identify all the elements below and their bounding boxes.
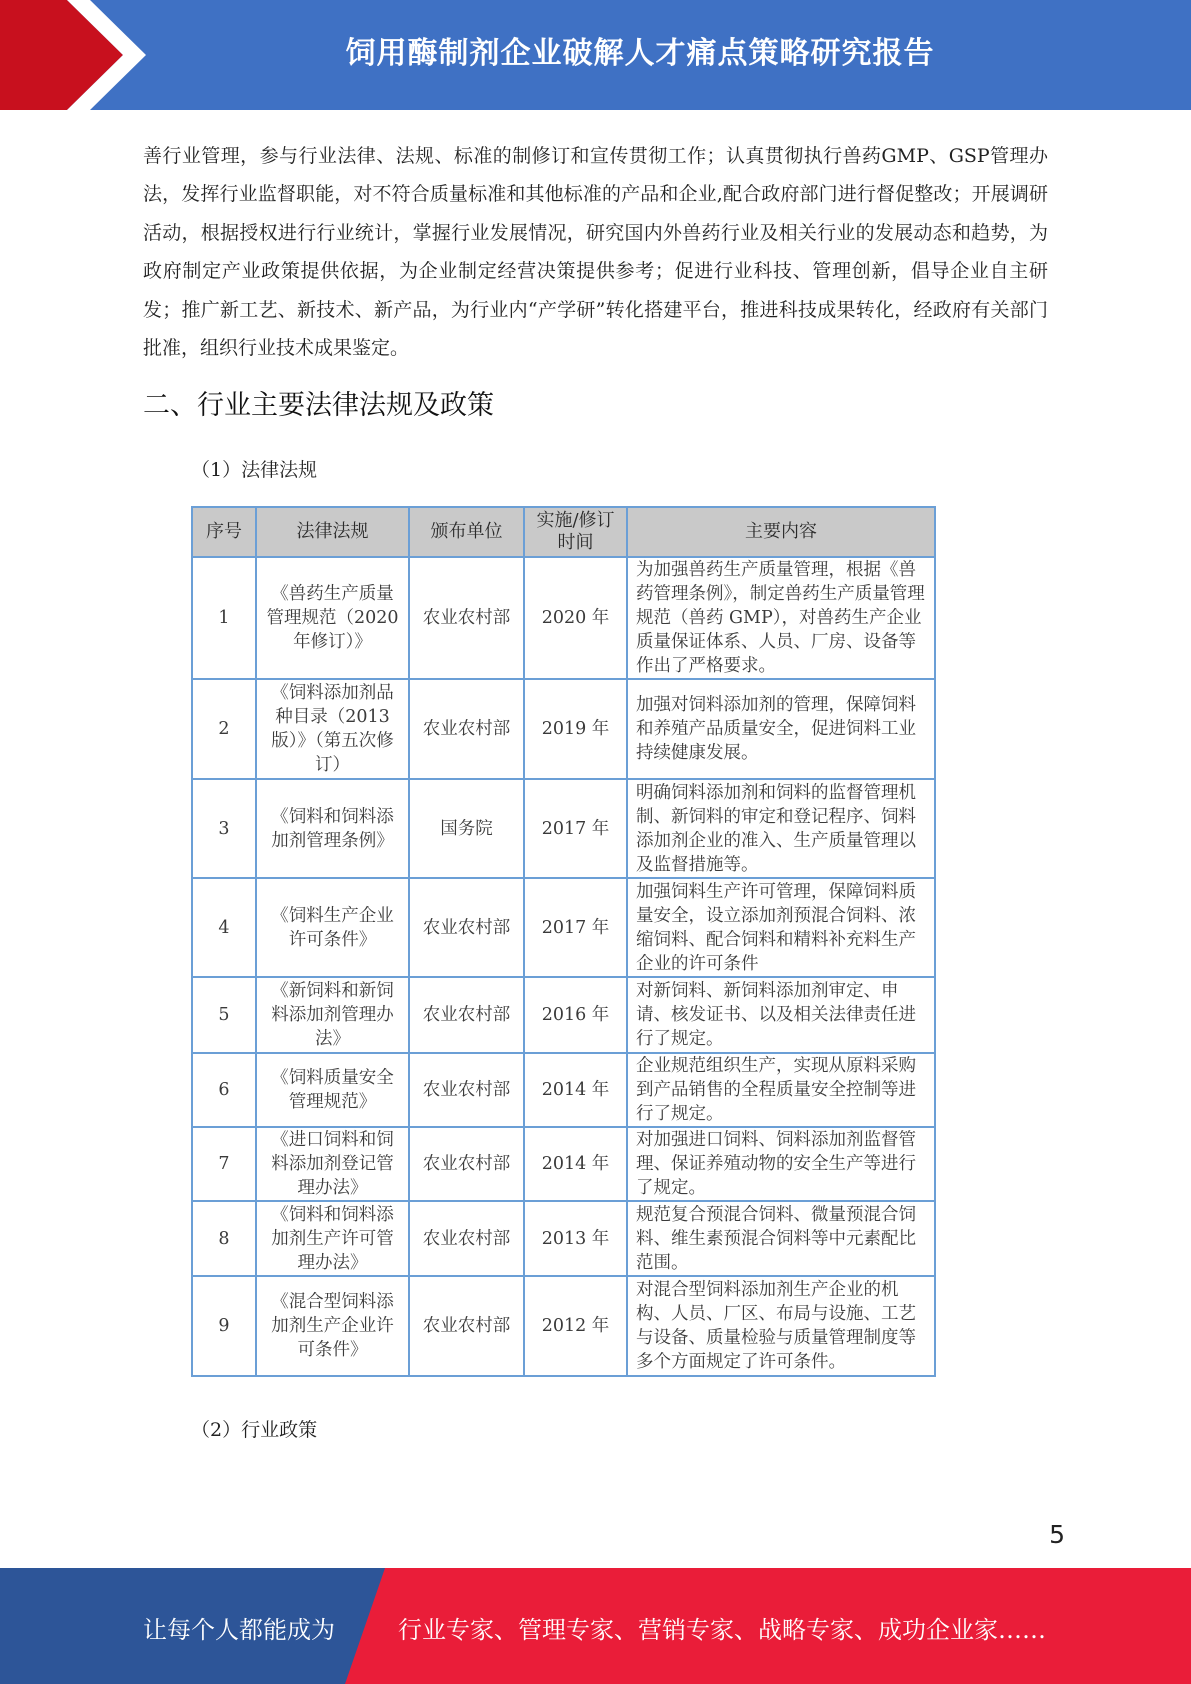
row-issuer: 农业农村部 bbox=[409, 679, 524, 779]
row-content: 企业规范组织生产，实现从原料采购到产品销售的全程质量安全控制等进行了规定。 bbox=[627, 1053, 935, 1127]
header-cell-law: 法律法规 bbox=[256, 507, 409, 557]
row-issuer: 国务院 bbox=[409, 779, 524, 878]
table-row bbox=[192, 1127, 935, 1201]
row-year: 2014 年 bbox=[524, 1053, 627, 1127]
header-cell-issuer: 颁布单位 bbox=[409, 507, 524, 557]
row-year: 2012 年 bbox=[524, 1276, 627, 1376]
header-cell-content: 主要内容 bbox=[627, 507, 935, 557]
row-number: 3 bbox=[192, 779, 256, 878]
row-content: 规范复合预混合饲料、微量预混合饲料、维生素预混合饲料等中元素配比范围。 bbox=[627, 1201, 935, 1276]
row-number: 9 bbox=[192, 1276, 256, 1376]
section-heading: 二、行业主要法律法规及政策 bbox=[143, 390, 494, 421]
page-number: 5 bbox=[1049, 1520, 1065, 1549]
row-year: 2017 年 bbox=[524, 878, 627, 977]
row-issuer: 农业农村部 bbox=[409, 878, 524, 977]
page-header bbox=[0, 0, 1191, 110]
row-year: 2020 年 bbox=[524, 557, 627, 679]
intro-paragraph: 善行业管理，参与行业法律、法规、标准的制修订和宣传贯彻工作；认真贯彻执行兽药GMP、GSP管理办法，发挥行业监督职能，对不符合质量标准和其他标准的产品和企业,配合政府部门进行督促整改；开展调研活动，根据授权进行行业统计，掌握行业发展情况，研究国内外兽药行业及相关行业的发展动态和趋势，为政府制定产业政策提供依据，为企业制定经营决策提供参考；促进行业科技、管理创新，倡导企业自主研发；推广新工艺、新技术、新产品，为行业内“产学研”转化搭建平台，推进科技成果转化，经政府有关部门批准，组织行业技术成果鉴定。 bbox=[143, 145, 1048, 360]
row-year: 2019 年 bbox=[524, 679, 627, 779]
row-year: 2013 年 bbox=[524, 1201, 627, 1276]
row-law-name: 《兽药生产质量管理规范（2020年修订）》 bbox=[256, 557, 409, 679]
row-issuer: 农业农村部 bbox=[409, 557, 524, 679]
row-number: 4 bbox=[192, 878, 256, 977]
laws-table bbox=[191, 506, 936, 1377]
row-issuer: 农业农村部 bbox=[409, 1053, 524, 1127]
table-row bbox=[192, 679, 935, 779]
header-cell-number: 序号 bbox=[192, 507, 256, 557]
row-law-name: 《饲料和饲料添加剂管理条例》 bbox=[256, 779, 409, 878]
table-header-row bbox=[192, 507, 935, 557]
row-number: 7 bbox=[192, 1127, 256, 1201]
row-law-name: 《进口饲料和饲料添加剂登记管理办法》 bbox=[256, 1127, 409, 1201]
row-issuer: 农业农村部 bbox=[409, 1127, 524, 1201]
footer-slogan-right: 行业专家、管理专家、营销专家、战略专家、成功企业家…… bbox=[398, 1616, 1046, 1644]
row-issuer: 农业农村部 bbox=[409, 1276, 524, 1376]
report-title: 饲用酶制剂企业破解人才痛点策略研究报告 bbox=[345, 36, 935, 71]
row-law-name: 《饲料和饲料添加剂生产许可管理办法》 bbox=[256, 1201, 409, 1276]
row-number: 6 bbox=[192, 1053, 256, 1127]
table-row bbox=[192, 1201, 935, 1276]
row-law-name: 《新饲料和新饲料添加剂管理办法》 bbox=[256, 977, 409, 1053]
row-content: 对混合型饲料添加剂生产企业的机构、人员、厂区、布局与设施、工艺与设备、质量检验与质量管理制度等多个方面规定了许可条件。 bbox=[627, 1276, 935, 1376]
row-number: 1 bbox=[192, 557, 256, 679]
sub-heading-policies: （2）行业政策 bbox=[191, 1419, 318, 1441]
sub-heading-laws: （1）法律法规 bbox=[191, 459, 318, 481]
row-content: 对新饲料、新饲料添加剂审定、申请、核发证书、以及相关法律责任进行了规定。 bbox=[627, 977, 935, 1053]
row-content: 加强对饲料添加剂的管理，保障饲料和养殖产品质量安全，促进饲料工业持续健康发展。 bbox=[627, 679, 935, 779]
row-year: 2017 年 bbox=[524, 779, 627, 878]
row-number: 5 bbox=[192, 977, 256, 1053]
footer-slogan-left: 让每个人都能成为 bbox=[143, 1616, 335, 1644]
row-content: 明确饲料添加剂和饲料的监督管理机制、新饲料的审定和登记程序、饲料添加剂企业的准入、生产质量管理以及监督措施等。 bbox=[627, 779, 935, 878]
row-law-name: 《饲料质量安全管理规范》 bbox=[256, 1053, 409, 1127]
row-law-name: 《饲料生产企业许可条件》 bbox=[256, 878, 409, 977]
row-content: 对加强进口饲料、饲料添加剂监督管理、保证养殖动物的安全生产等进行了规定。 bbox=[627, 1127, 935, 1201]
row-issuer: 农业农村部 bbox=[409, 1201, 524, 1276]
row-year: 2014 年 bbox=[524, 1127, 627, 1201]
table-row bbox=[192, 1276, 935, 1376]
table-row bbox=[192, 557, 935, 679]
row-year: 2016 年 bbox=[524, 977, 627, 1053]
table-row bbox=[192, 878, 935, 977]
row-content: 加强饲料生产许可管理，保障饲料质量安全，设立添加剂预混合饲料、浓缩饲料、配合饲料和精料补充料生产企业的许可条件 bbox=[627, 878, 935, 977]
table-row bbox=[192, 1053, 935, 1127]
page-footer bbox=[0, 1568, 1191, 1684]
row-law-name: 《混合型饲料添加剂生产企业许可条件》 bbox=[256, 1276, 409, 1376]
header-cell-date: 实施/修订时间 bbox=[524, 507, 627, 557]
row-issuer: 农业农村部 bbox=[409, 977, 524, 1053]
row-law-name: 《饲料添加剂品种目录（2013版）》（第五次修订） bbox=[256, 679, 409, 779]
row-number: 8 bbox=[192, 1201, 256, 1276]
table-row bbox=[192, 977, 935, 1053]
row-number: 2 bbox=[192, 679, 256, 779]
table-row bbox=[192, 779, 935, 878]
row-content: 为加强兽药生产质量管理，根据《兽药管理条例》，制定兽药生产质量管理规范（兽药 GMP），对兽药生产企业质量保证体系、人员、厂房、设备等作出了严格要求。 bbox=[627, 557, 935, 679]
header-chevron-decoration bbox=[0, 0, 170, 110]
